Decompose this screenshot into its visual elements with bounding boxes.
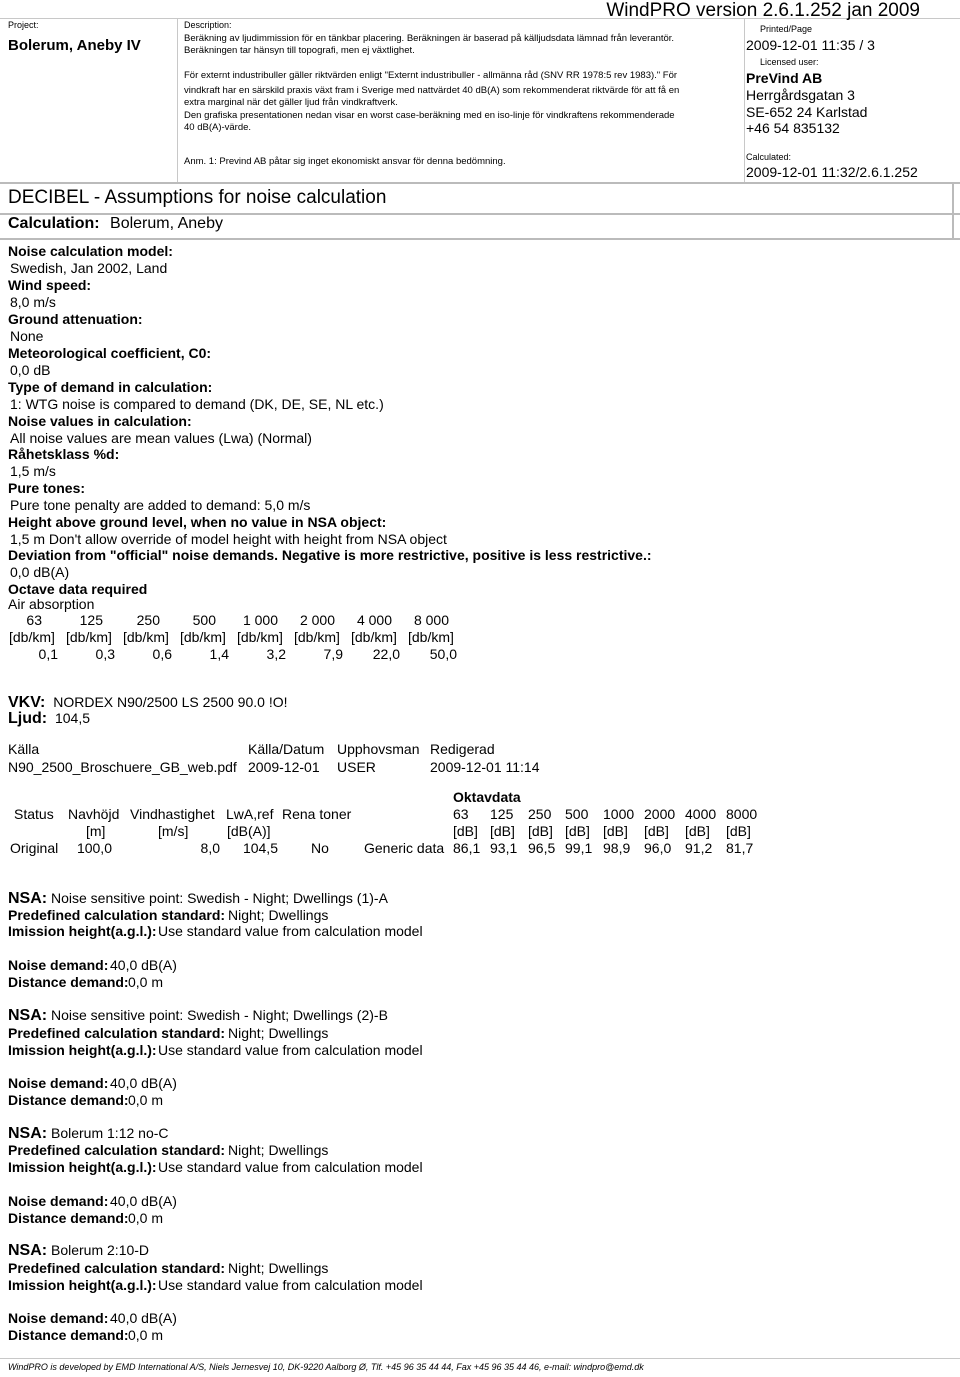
octave-value: 0,1 — [38, 646, 58, 662]
nsa-std-value: Night; Dwellings — [228, 1142, 329, 1158]
table-header-lwa: LwA,ref — [226, 806, 274, 822]
disclaimer-note: Anm. 1: Prevind AB påtar sig inget ekonomiskt ansvar för denna bedömning. — [184, 156, 506, 167]
version-label: WindPRO version 2.6.1.252 jan 2009 — [606, 0, 920, 21]
calculated-label: Calculated: — [746, 152, 792, 162]
oct-freq: 1000 — [603, 806, 635, 822]
calculation-label: Calculation: — [8, 215, 100, 232]
octave-value: 0,3 — [95, 646, 115, 662]
vkv-value: NORDEX N90/2500 LS 2500 90.0 !O! — [53, 694, 288, 710]
nsa-demand-label: Noise demand: — [8, 1310, 109, 1326]
section-title: DECIBEL - Assumptions for noise calculation — [8, 187, 387, 208]
table-header-vindhastighet: Vindhastighet — [130, 806, 215, 822]
licensed-address: Herrgårdsgatan 3 — [746, 87, 855, 103]
assumption-value: 8,0 m/s — [10, 294, 56, 310]
source-author: USER — [337, 759, 376, 775]
assumption-value: All noise values are mean values (Lwa) (Normal) — [10, 430, 312, 446]
row-vind: 8,0 — [200, 840, 220, 856]
nsa-demand-value: 40,0 dB(A) — [110, 1310, 177, 1326]
nsa-distance-label: Distance demand: — [8, 1210, 129, 1226]
assumption-label: Pure tones: — [8, 480, 86, 496]
row-oct-value: 96,5 — [528, 840, 556, 856]
octave-freq: 125 — [79, 612, 103, 628]
assumption-label: Deviation from "official" noise demands. Negative is more restrictive, positive is less restrictive.: — [8, 547, 652, 563]
oct-freq: 2000 — [644, 806, 676, 822]
octave-freq: 4 000 — [356, 612, 392, 628]
row-oct-value: 81,7 — [726, 840, 754, 856]
assumption-label: Råhetsklass %d: — [8, 446, 120, 462]
source-date: 2009-12-01 — [248, 759, 320, 775]
nsa-imm-label: Imission height(a.g.l.): — [8, 923, 157, 939]
octave-value: 1,4 — [209, 646, 229, 662]
assumption-value: 0,0 dB — [10, 362, 51, 378]
octave-value: 3,2 — [266, 646, 286, 662]
octave-freq: 500 — [192, 612, 216, 628]
oct-freq: 250 — [528, 806, 552, 822]
oct-freq: 500 — [565, 806, 589, 822]
oct-unit: [dB] — [528, 823, 553, 839]
octave-title: Octave data required — [8, 581, 148, 597]
source-header: Upphovsman — [337, 741, 420, 757]
nsa-imm-label: Imission height(a.g.l.): — [8, 1277, 157, 1293]
assumption-label: Noise values in calculation: — [8, 413, 192, 429]
nsa-std-label: Predefined calculation standard: — [8, 907, 226, 923]
source-header: Källa/Datum — [248, 741, 325, 757]
octave-freq: 2 000 — [299, 612, 335, 628]
nsa-std-value: Night; Dwellings — [228, 1260, 329, 1276]
oktavdata-label: Oktavdata — [453, 789, 521, 805]
row-oct-value: 93,1 — [490, 840, 518, 856]
oct-unit: [dB] — [644, 823, 669, 839]
assumption-value: 1: WTG noise is compared to demand (DK, DE, SE, NL etc.) — [10, 396, 384, 412]
octave-unit: [db/km] — [9, 629, 55, 645]
nsa-imm-value: Use standard value from calculation model — [158, 1277, 423, 1293]
assumption-value: 1,5 m Don't allow override of model height with height from NSA object — [10, 531, 447, 547]
row-rena-toner: No — [311, 840, 329, 856]
nsa-name: Noise sensitive point: Swedish - Night; Dwellings (1)-A — [51, 890, 388, 906]
oct-freq: 8000 — [726, 806, 758, 822]
row-lwa: 104,5 — [242, 840, 278, 856]
nsa-distance-label: Distance demand: — [8, 1092, 129, 1108]
description-line: 40 dB(A)-värde. — [184, 122, 252, 133]
vkv-label: VKV: — [8, 694, 46, 711]
assumption-label: Noise calculation model: — [8, 243, 173, 259]
nsa-imm-value: Use standard value from calculation model — [158, 923, 423, 939]
calculated-value: 2009-12-01 11:32/2.6.1.252 — [746, 164, 918, 180]
description-line: vindkraft har en särskild praxis växt fram i Sverige med nattvärdet 40 dB(A) som rekommenderat riktvärde för att få en — [184, 85, 680, 96]
octave-unit: [db/km] — [66, 629, 112, 645]
assumption-value: Swedish, Jan 2002, Land — [10, 260, 168, 276]
nsa-distance-value: 0,0 m — [128, 974, 164, 990]
nsa-name: Bolerum 2:10-D — [51, 1242, 150, 1258]
licensed-city: SE-652 24 Karlstad — [746, 104, 868, 120]
description-line: extra marginal när det gäller ljud från vindkraftverk. — [184, 97, 398, 108]
row-navhojd: 100,0 — [76, 840, 112, 856]
description-line: Beräkning av ljudimmission för en tänkbar placering. Beräkningen är baserad på källjudsdata lämnad från leverantör. — [184, 33, 675, 44]
octave-freq: 63 — [26, 612, 42, 628]
nsa-distance-label: Distance demand: — [8, 974, 129, 990]
description-label: Description: — [184, 20, 232, 30]
source-header: Redigerad — [430, 741, 495, 757]
nsa-imm-label: Imission height(a.g.l.): — [8, 1042, 157, 1058]
assumption-value: None — [10, 328, 44, 344]
oct-freq: 125 — [490, 806, 514, 822]
oct-freq: 63 — [453, 806, 469, 822]
oct-freq: 4000 — [685, 806, 717, 822]
row-oct-value: 96,0 — [644, 840, 672, 856]
assumption-label: Height above ground level, when no value in NSA object: — [8, 514, 387, 530]
footer-text: WindPRO is developed by EMD International A/S, Niels Jernesvej 10, DK-9220 Aalborg Ø, Tlf. +45 96 35 44 44, Fax +45 96 35 44 46, e-mail: windpro@emd.dk — [8, 1362, 644, 1372]
row-oct-value: 98,9 — [603, 840, 631, 856]
unit-vind: [m/s] — [158, 823, 189, 839]
description-line: Beräkningen tar hänsyn till topografi, men ej växtlighet. — [184, 45, 415, 56]
nsa-demand-value: 40,0 dB(A) — [110, 957, 177, 973]
nsa-demand-value: 40,0 dB(A) — [110, 1075, 177, 1091]
octave-value: 50,0 — [429, 646, 457, 662]
octave-value: 0,6 — [152, 646, 172, 662]
nsa-demand-label: Noise demand: — [8, 1075, 109, 1091]
oct-unit: [dB] — [490, 823, 515, 839]
licensed-phone: +46 54 835132 — [746, 120, 840, 136]
oct-unit: [dB] — [685, 823, 710, 839]
nsa-imm-label: Imission height(a.g.l.): — [8, 1159, 157, 1175]
assumption-label: Wind speed: — [8, 277, 92, 293]
project-name: Bolerum, Aneby IV — [8, 37, 141, 54]
octave-freq: 8 000 — [413, 612, 449, 628]
source-file: N90_2500_Broschuere_GB_web.pdf — [8, 759, 237, 775]
octave-unit: [db/km] — [294, 629, 340, 645]
row-generic: Generic data — [364, 840, 445, 856]
source-header: Källa — [8, 741, 40, 757]
octave-unit: [db/km] — [180, 629, 226, 645]
octave-freq: 250 — [136, 612, 160, 628]
nsa-std-label: Predefined calculation standard: — [8, 1142, 226, 1158]
nsa-distance-value: 0,0 m — [128, 1327, 164, 1343]
nsa-label: NSA: — [8, 1242, 48, 1259]
table-header-status: Status — [14, 806, 54, 822]
table-header-navhojd: Navhöjd — [68, 806, 120, 822]
ljud-value: 104,5 — [54, 710, 91, 726]
oct-unit: [dB] — [565, 823, 590, 839]
octave-unit: [db/km] — [351, 629, 397, 645]
nsa-demand-label: Noise demand: — [8, 957, 109, 973]
unit-navhojd: [m] — [86, 823, 106, 839]
assumption-value: 1,5 m/s — [10, 463, 56, 479]
oct-unit: [dB] — [726, 823, 751, 839]
octave-value: 7,9 — [323, 646, 343, 662]
assumption-label: Meteorological coefficient, C0: — [8, 345, 212, 361]
nsa-label: NSA: — [8, 890, 48, 907]
nsa-distance-label: Distance demand: — [8, 1327, 129, 1343]
octave-value: 22,0 — [372, 646, 400, 662]
nsa-std-value: Night; Dwellings — [228, 907, 329, 923]
octave-unit: [db/km] — [237, 629, 283, 645]
description-line: Den grafiska presentationen nedan visar en worst case-beräkning med en iso-linje för vindkraftens rekommenderade — [184, 110, 675, 121]
source-edited: 2009-12-01 11:14 — [430, 759, 540, 775]
nsa-distance-value: 0,0 m — [128, 1092, 164, 1108]
nsa-imm-value: Use standard value from calculation model — [158, 1042, 423, 1058]
printed-label: Printed/Page — [760, 24, 813, 34]
nsa-std-value: Night; Dwellings — [228, 1025, 329, 1041]
nsa-name: Noise sensitive point: Swedish - Night; Dwellings (2)-B — [51, 1007, 388, 1023]
project-label: Project: — [8, 20, 39, 30]
table-header-rena-toner: Rena toner — [282, 806, 352, 822]
unit-lwa: [dB(A)] — [227, 823, 271, 839]
row-oct-value: 86,1 — [453, 840, 481, 856]
nsa-distance-value: 0,0 m — [128, 1210, 164, 1226]
nsa-label: NSA: — [8, 1007, 48, 1024]
assumption-label: Type of demand in calculation: — [8, 379, 213, 395]
nsa-label: NSA: — [8, 1125, 48, 1142]
octave-unit: [db/km] — [408, 629, 454, 645]
nsa-demand-value: 40,0 dB(A) — [110, 1193, 177, 1209]
oct-unit: [dB] — [603, 823, 628, 839]
calculation-value: Bolerum, Aneby — [110, 215, 223, 232]
nsa-imm-value: Use standard value from calculation model — [158, 1159, 423, 1175]
row-oct-value: 91,2 — [685, 840, 713, 856]
assumption-label: Ground attenuation: — [8, 311, 143, 327]
nsa-std-label: Predefined calculation standard: — [8, 1260, 226, 1276]
description-line: För externt industribuller gäller riktvärden enligt "Externt industribuller - allmänna råd (SNV RR 1978:5 rev 1983)." För — [184, 70, 678, 81]
nsa-demand-label: Noise demand: — [8, 1193, 109, 1209]
octave-freq: 1 000 — [242, 612, 278, 628]
octave-subtitle: Air absorption — [8, 596, 95, 612]
assumption-value: 0,0 dB(A) — [10, 564, 70, 580]
ljud-label: Ljud: — [8, 710, 48, 727]
licensed-company: PreVind AB — [746, 70, 823, 86]
licensed-label: Licensed user: — [760, 57, 819, 67]
row-status: Original — [10, 840, 59, 856]
octave-unit: [db/km] — [123, 629, 169, 645]
assumption-value: Pure tone penalty are added to demand: 5,0 m/s — [10, 497, 311, 513]
row-oct-value: 99,1 — [565, 840, 593, 856]
oct-unit: [dB] — [453, 823, 478, 839]
printed-value: 2009-12-01 11:35 / 3 — [746, 37, 875, 53]
nsa-std-label: Predefined calculation standard: — [8, 1025, 226, 1041]
nsa-name: Bolerum 1:12 no-C — [51, 1125, 169, 1141]
